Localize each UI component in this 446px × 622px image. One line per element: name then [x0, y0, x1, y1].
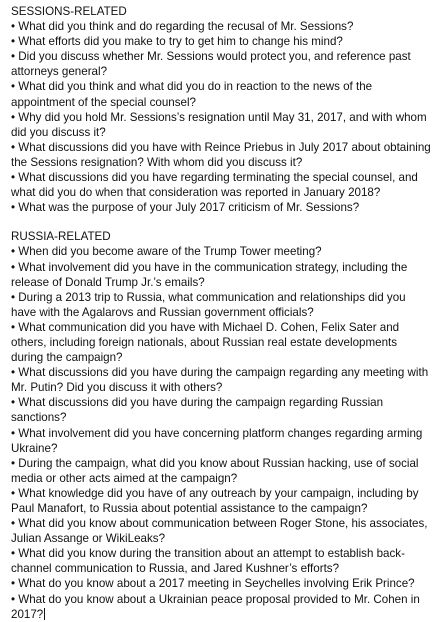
question-item: • What do you know about a Ukrainian peace proposal provided to Mr. Cohen in 2017? — [11, 592, 420, 621]
question-item: • What discussions did you have during the campaign regarding Russian sanctions? — [11, 396, 384, 425]
question-item: • What did you know about communication between Roger Stone, his associates, Julian Assange or WikiLeaks? — [11, 517, 428, 546]
russia-question-list — [11, 244, 432, 621]
question-text: What did you think and what did you do in reaction to the news of the appointment of the special counsel? — [11, 80, 373, 109]
question-text: What did you know about communication between Roger Stone, his associates, Julian Assange or WikiLeaks? — [11, 517, 428, 546]
question-item: • During the campaign, what did you know about Russian hacking, use of social media or other acts aimed at the campaign? — [11, 456, 419, 485]
question-text: During a 2013 trip to Russia, what communication and relationships did you have with the Agalarovs and Russian government officials? — [11, 290, 406, 319]
question-item: • What discussions did you have regarding terminating the special counsel, and what did you do when that consideration was reported in January 2018? — [11, 171, 418, 200]
question-text: What communication did you have with Michael D. Cohen, Felix Sater and others, including foreign nationals, about Russian real estate developments during the campaign? — [11, 320, 400, 365]
question-text: What involvement did you have concerning platform changes regarding arming Ukraine? — [11, 426, 423, 455]
question-item: • During a 2013 trip to Russia, what communication and relationships did you have with the Agalarovs and Russian government officials? — [11, 290, 406, 319]
question-item: • What did you think and what did you do in reaction to the news of the appointment of the special counsel? — [11, 80, 373, 109]
question-text: What did you think and do regarding the recusal of Mr. Sessions? — [18, 20, 354, 34]
question-item: • What communication did you have with Michael D. Cohen, Felix Sater and others, including foreign nationals, about Russian real estate developments during the campaign? — [11, 320, 400, 365]
question-text: During the campaign, what did you know about Russian hacking, use of social media or other acts aimed at the campaign? — [11, 456, 419, 485]
text-cursor — [44, 608, 45, 620]
question-item: • What involvement did you have concerning platform changes regarding arming Ukraine? — [11, 426, 423, 455]
section-heading-russia: RUSSIA-RELATED — [11, 230, 111, 244]
question-text: Did you discuss whether Mr. Sessions would protect you, and reference past attorneys general? — [11, 50, 411, 79]
question-text: What discussions did you have during the campaign regarding any meeting with Mr. Putin? Did you discuss it with others? — [11, 366, 429, 395]
question-text: What did you know during the transition about an attempt to establish back-channel communication to Russia, and Jared Kushner’s efforts? — [11, 547, 405, 576]
section-spacer — [11, 215, 432, 229]
question-item: • When did you become aware of the Trump Tower meeting? — [11, 245, 322, 259]
question-text: What do you know about a 2017 meeting in Seychelles involving Erik Prince? — [18, 577, 415, 591]
question-text: When did you become aware of the Trump Tower meeting? — [18, 245, 322, 259]
sessions-section — [11, 4, 432, 215]
question-text: Why did you hold Mr. Sessions’s resignation until May 31, 2017, and with whom did you discuss it? — [11, 110, 427, 139]
question-item: • What did you think and do regarding the recusal of Mr. Sessions? — [11, 20, 354, 34]
question-text: What efforts did you make to try to get him to change his mind? — [18, 35, 343, 49]
question-text: What discussions did you have during the campaign regarding Russian sanctions? — [11, 396, 384, 425]
question-item: • Did you discuss whether Mr. Sessions would protect you, and reference past attorneys general? — [11, 50, 411, 79]
question-item: • What do you know about a 2017 meeting in Seychelles involving Erik Prince? — [11, 577, 415, 591]
question-item: • What discussions did you have with Reince Priebus in July 2017 about obtaining the Sessions resignation? With whom did you discuss it? — [11, 140, 431, 169]
russia-section — [11, 229, 432, 621]
question-text: What discussions did you have regarding terminating the special counsel, and what did you do when that consideration was reported in January 2018? — [11, 171, 418, 200]
sessions-question-list — [11, 19, 432, 215]
question-item: • Why did you hold Mr. Sessions’s resignation until May 31, 2017, and with whom did you discuss it? — [11, 110, 427, 139]
question-item: • What discussions did you have during the campaign regarding any meeting with Mr. Putin? Did you discuss it with others? — [11, 366, 429, 395]
section-heading-sessions: SESSIONS-RELATED — [11, 5, 127, 18]
question-text: What knowledge did you have of any outreach by your campaign, including by Paul Manafort, to Russia about potential assistance to the campaign? — [11, 486, 419, 515]
question-text: What do you know about a Ukrainian peace proposal provided to Mr. Cohen in 2017? — [11, 592, 420, 621]
question-item: • What was the purpose of your July 2017 criticism of Mr. Sessions? — [11, 201, 360, 215]
question-item: • What did you know during the transition about an attempt to establish back-channel communication to Russia, and Jared Kushner’s efforts? — [11, 547, 405, 576]
question-text: What involvement did you have in the communication strategy, including the release of Donald Trump Jr.’s emails? — [11, 260, 408, 289]
question-item: • What involvement did you have in the communication strategy, including the release of Donald Trump Jr.’s emails? — [11, 260, 408, 289]
question-item: • What efforts did you make to try to get him to change his mind? — [11, 35, 343, 49]
question-text: What was the purpose of your July 2017 criticism of Mr. Sessions? — [18, 201, 360, 215]
question-text: What discussions did you have with Reince Priebus in July 2017 about obtaining the Sessions resignation? With whom did you discuss it? — [11, 140, 431, 169]
question-item: • What knowledge did you have of any outreach by your campaign, including by Paul Manafort, to Russia about potential assistance to the campaign? — [11, 486, 419, 515]
